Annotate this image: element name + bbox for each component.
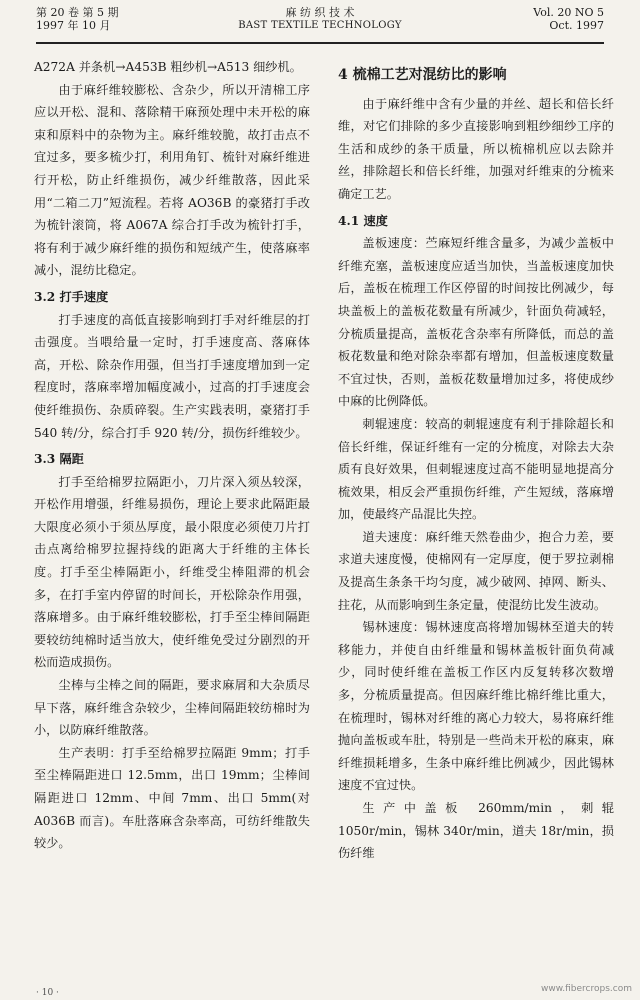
paragraph: 打手至给棉罗拉隔距小，刀片深入须丛较深，开松作用增强，纤维易损伤，理论上要求此隔距最大限度必须小于须丛厚度，最小限度必须使刀片打击点离给棉罗拉握持线的距离大于纤维的主体长度。打手至尘棒隔距小，纤维受尘棒阻滞的机会多，在打手室内停留的时间长，开松除杂作用强，落麻增多。由于麻纤维较膨松，打手至尘棒间隔距要较纺纯棉时适当放大，使纤维免受过分剧烈的开松而造成损伤。 — [34, 474, 310, 670]
paragraph: 刺辊速度：较高的刺辊速度有利于排除超长和倍长纤维，保证纤维有一定的分梳度，对除去大杂质有良好效果，但刺辊速度过高不能明显地提高分梳效果，相反会严重损伤纤维，产生短绒，落麻增加，使最终产品混比失控。 — [338, 416, 614, 522]
publication-date-en: Oct. 1997 — [549, 19, 604, 32]
watermark: www.fibercrops.com — [541, 984, 632, 994]
subsection-heading: 4.1 速度 — [338, 213, 388, 228]
paragraph: 盖板速度：苎麻短纤维含量多，为减少盖板中纤维充塞，盖板速度应适当加快，当盖板速度加快后，盖板在梳理工作区停留的时间按比例减少，每块盖板上的盖板花数量有所减少，针面负荷减轻，分梳质量提高，盖板花含杂率有所降低，而总的盖板花数量和绝对除杂率都有增加，但盖板速度数量不宜过快，否则，盖板花数量增加过多，将使成纱中麻的比例降低。 — [338, 236, 614, 409]
publication-date-cn: 1997 年 10 月 — [36, 19, 111, 32]
subsection-heading: 3.3 隔距 — [34, 452, 84, 467]
section-heading: 4 梳棉工艺对混纺比的影响 — [338, 67, 507, 83]
journal-title-en: BAST TEXTILE TECHNOLOGY — [238, 20, 402, 31]
paragraph: 生产中盖板 260mm/min，刺辊 1050r/min，锡林 340r/min，道夫 18r/min，损伤纤维 — [338, 801, 614, 861]
subsection-heading: 3.2 打手速度 — [34, 289, 109, 304]
running-header — [36, 6, 604, 46]
paragraph: 尘棒与尘棒之间的隔距，要求麻屑和大杂质尽早下落，麻纤维含杂较少，尘棒间隔距较纺棉时为小，以防麻纤维散落。 — [34, 678, 310, 738]
page-number: · 10 · — [36, 988, 59, 998]
paragraph: 打手速度的高低直接影响到打手对纤维层的打击强度。当喂给量一定时，打手速度高、落麻体高，开松、除杂作用强，但当打手速度增加到一定程度时，落麻率增加幅度减小，过高的打手速度会使纤维损伤、杂质碎裂。生产实践表明，豪猪打手 540 转/分，综合打手 920 转/分，损伤纤维较少。 — [34, 312, 310, 440]
paragraph: 由于麻纤维中含有少量的并丝、超长和倍长纤维，对它们排除的多少直接影响到粗纱细纱工序的生活和成纱的条干质量，所以梳棉机应以去除并丝，排除超长和倍长纤维，加强对纤维束的分梳来确定工艺。 — [338, 96, 614, 201]
journal-volume-info-en — [533, 6, 604, 32]
paragraph: A272A 并条机→A453B 粗纱机→A513 细纱机。 — [34, 60, 302, 74]
paragraph: 生产表明：打手至给棉罗拉隔距 9mm；打手至尘棒隔距进口 12.5mm，出口 19mm；尘棒间隔距进口 12mm、中间 7mm、出口 5mm(对 A036B 而言)。车肚落麻含杂率高，可纺纤维散失较少。 — [34, 745, 310, 851]
journal-title-cn: 麻 纺 织 技 术 — [285, 6, 355, 19]
volume-issue-en: Vol. 20 NO 5 — [533, 6, 604, 19]
volume-issue: 第 20 卷 第 5 期 — [36, 6, 119, 19]
paragraph: 由于麻纤维较膨松、含杂少，所以开清棉工序应以开松、混和、落除精干麻预处理中未开松的麻束和原料中的杂物为主。麻纤维较脆，故打击点不宜过多，要多梳少打，利用角钉、梳针对麻纤维进行开松，防止纤维损伤，减少纤维散落，因此采用“二箱二刀”短流程。若将 AO36B 的豪猪打手改为梳针滚筒，将 A067A 综合打手改为梳针打手，将有利于减少麻纤维的损伤和短绒产生，使落麻率减小，混纺比稳定。 — [34, 82, 310, 278]
right-column — [338, 56, 614, 865]
paragraph: 锡林速度：锡林速度高将增加锡林至道夫的转移能力，并使自由纤维量和锡林盖板针面负荷减少，同时使纤维在盖板工作区内反复转移次数增多，分梳质量提高。但因麻纤维比棉纤维比重大，在梳理时，锡林对纤维的离心力较大，易将麻纤维抛向盖板或车肚，特别是一些尚未开松的麻束，麻纤维损耗增多，生条中麻纤维比例减少，因此锡林速度不宜过快。 — [338, 620, 614, 793]
journal-title — [36, 6, 604, 32]
header-rule — [36, 42, 604, 44]
left-column — [34, 56, 310, 855]
paragraph: 道夫速度：麻纤维天然卷曲少，抱合力差，要求道夫速度慢，使棉网有一定厚度，便于罗拉剥棉及提高生条条干均匀度，减少破网、掉网、断头、拄花，从而影响到生条定量，使混纺比发生波动。 — [338, 529, 614, 612]
